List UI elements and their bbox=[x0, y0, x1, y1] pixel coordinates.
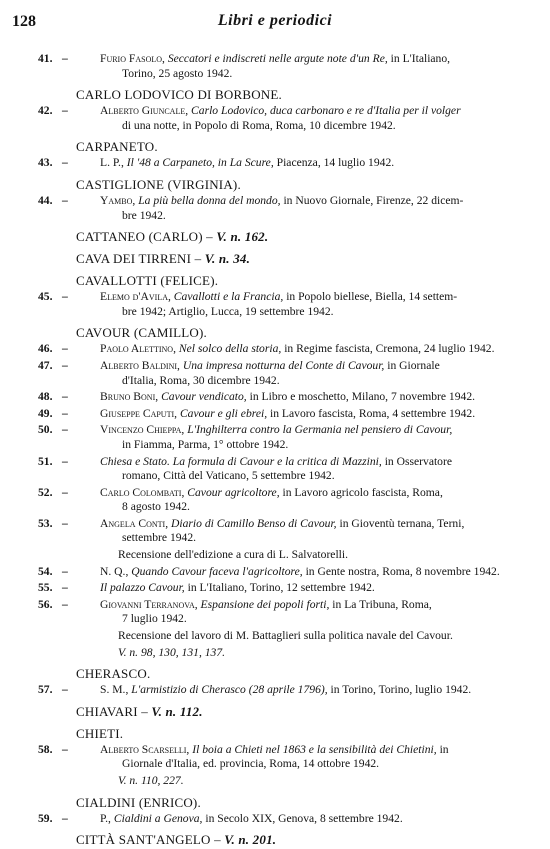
bibliography-entry bbox=[0, 104, 550, 133]
bibliography-entry bbox=[0, 342, 550, 357]
bibliography-entry bbox=[0, 743, 550, 772]
bibliography-body bbox=[0, 52, 550, 849]
subject-heading bbox=[0, 832, 550, 848]
entry-author: Giovanni Terranova, bbox=[100, 597, 198, 611]
entry-number: 54. bbox=[38, 564, 53, 578]
entry-number: 41. bbox=[38, 52, 53, 65]
entry-number: 48. bbox=[38, 390, 53, 404]
entry-number: 55. bbox=[38, 581, 53, 595]
entry-continuation: romano, Città del Vaticano, 5 settembre 1942. bbox=[122, 469, 335, 483]
heading-text: CATTANEO (CARLO) – bbox=[76, 229, 217, 245]
entry-author: Paolo Alettino, bbox=[100, 342, 176, 356]
bibliography-entry bbox=[0, 52, 550, 81]
cross-reference: V. n. 201. bbox=[224, 832, 277, 848]
entry-number: 51. bbox=[38, 454, 53, 468]
bibliography-entry bbox=[0, 486, 550, 515]
bibliography-entry bbox=[0, 290, 550, 319]
entry-continuation: di una notte, in Popolo di Roma, Roma, 10 dicembre 1942. bbox=[122, 118, 396, 132]
entry-source: in bbox=[439, 742, 449, 756]
bibliography-entry bbox=[0, 156, 550, 171]
cross-reference-note: V. n. 98, 130, 131, 137. bbox=[118, 645, 226, 659]
entry-dash: – bbox=[62, 390, 68, 404]
entry-source: in Regime fascista, Cremona, 24 luglio 1942. bbox=[284, 342, 495, 356]
bibliography-entry bbox=[0, 423, 550, 452]
entry-dash: – bbox=[62, 597, 68, 611]
entry-author: L. P., bbox=[100, 156, 124, 170]
entry-title: L'armistizio di Cherasco (28 aprile 1796), bbox=[131, 683, 328, 697]
entry-dash: – bbox=[62, 485, 68, 499]
page-number: 128 bbox=[12, 13, 36, 30]
entry-dash: – bbox=[62, 193, 68, 207]
bibliography-entry bbox=[0, 390, 550, 405]
subject-heading bbox=[0, 273, 550, 289]
bibliography-entry bbox=[0, 565, 550, 580]
entry-continuation: 7 luglio 1942. bbox=[122, 612, 187, 626]
cross-reference: V. n. 34. bbox=[204, 251, 251, 267]
entry-number: 45. bbox=[38, 290, 53, 304]
entry-number: 52. bbox=[38, 485, 53, 499]
bibliography-entry bbox=[0, 812, 550, 827]
entry-continuation: in Fiamma, Parma, 1° ottobre 1942. bbox=[122, 437, 289, 451]
entry-number: 49. bbox=[38, 406, 53, 420]
entry-number: 53. bbox=[38, 516, 53, 530]
entry-title: Cialdini a Genova, bbox=[113, 811, 203, 825]
subject-heading bbox=[0, 177, 550, 193]
subject-heading bbox=[0, 726, 550, 742]
entry-author: Carlo Colombati, bbox=[100, 485, 185, 499]
entry-note: Recensione del lavoro di M. Battaglieri sulla politica navale del Cavour. bbox=[118, 629, 453, 643]
entry-source: in L'Italiano, bbox=[390, 52, 451, 65]
entry-title: Carlo Lodovico, duca carbonaro e re d'Italia per il volger bbox=[191, 104, 461, 118]
entry-dash: – bbox=[62, 406, 68, 420]
bibliography-entry bbox=[0, 359, 550, 388]
entry-source: in Osservatore bbox=[384, 454, 452, 468]
entry-number: 59. bbox=[38, 811, 53, 825]
cross-reference: V. n. 112. bbox=[151, 703, 203, 719]
entry-source: in Libro e moschetto, Milano, 7 novembre 1942. bbox=[249, 390, 476, 404]
entry-number: 46. bbox=[38, 342, 53, 356]
entry-continuation: settembre 1942. bbox=[122, 531, 197, 545]
entry-note: Recensione dell'edizione a cura di L. Salvatorelli. bbox=[118, 548, 349, 562]
heading-text: CHIETI. bbox=[76, 725, 124, 741]
entry-continuation: Torino, 25 agosto 1942. bbox=[122, 66, 233, 80]
entry-dash: – bbox=[62, 156, 68, 170]
subject-heading bbox=[0, 139, 550, 155]
entry-source: in Lavoro fascista, Roma, 4 settembre 1942. bbox=[270, 406, 476, 420]
entry-number: 56. bbox=[38, 597, 53, 611]
entry-author: Angela Conti, bbox=[100, 516, 169, 530]
heading-text: CASTIGLIONE (VIRGINIA). bbox=[76, 176, 241, 192]
entry-source: in Nuovo Giornale, Firenze, 22 dicem- bbox=[283, 193, 464, 207]
entry-title: Cavallotti e la Francia, bbox=[173, 290, 284, 304]
entry-dash: – bbox=[62, 104, 68, 118]
running-title: Libri e periodici bbox=[217, 12, 333, 29]
entry-title: Seccatori e indiscreti nelle argute note d'un Re, bbox=[167, 52, 388, 65]
entry-continuation: Giornale d'Italia, ed. provincia, Roma, 14 ottobre 1942. bbox=[122, 757, 380, 771]
entry-number: 57. bbox=[38, 683, 53, 697]
cross-reference-note: V. n. 110, 227. bbox=[118, 774, 184, 787]
entry-dash: – bbox=[62, 423, 68, 437]
entry-source: in Torino, Torino, luglio 1942. bbox=[330, 683, 472, 697]
bibliography-entry bbox=[0, 407, 550, 422]
entry-author: Elemo d'Avila, bbox=[100, 290, 171, 304]
entry-source: in Gioventù ternana, Terni, bbox=[339, 516, 465, 530]
entry-number: 47. bbox=[38, 358, 53, 372]
entry-number: 58. bbox=[38, 742, 53, 756]
bibliography-entry bbox=[0, 455, 550, 484]
entry-continuation: 8 agosto 1942. bbox=[122, 500, 190, 514]
entry-number: 44. bbox=[38, 193, 53, 207]
subject-heading bbox=[0, 666, 550, 682]
heading-text: CHIAVARI – bbox=[76, 703, 152, 719]
entry-title: Il palazzo Cavour, bbox=[100, 581, 185, 595]
heading-text: CAVALLOTTI (FELICE). bbox=[76, 273, 219, 289]
entry-author: N. Q., bbox=[100, 564, 129, 578]
entry-title: Cavour vendicato, bbox=[161, 390, 247, 404]
entry-dash: – bbox=[62, 683, 68, 697]
subject-heading bbox=[0, 704, 550, 720]
entry-author: Alberto Giuncale, bbox=[100, 104, 189, 118]
subject-heading bbox=[0, 87, 550, 103]
subject-heading bbox=[0, 229, 550, 245]
entry-title: Nel solco della storia, bbox=[178, 342, 282, 356]
bibliography-entry bbox=[0, 194, 550, 223]
entry-source: in Gente nostra, Roma, 8 novembre 1942. bbox=[305, 564, 500, 578]
bibliography-entry bbox=[0, 683, 550, 698]
entry-continuation: bre 1942. bbox=[122, 208, 166, 222]
entry-source: in Lavoro agricolo fascista, Roma, bbox=[282, 485, 443, 499]
cross-reference: V. n. 162. bbox=[216, 229, 269, 245]
entry-author: S. M., bbox=[100, 683, 129, 697]
entry-title: Espansione dei popoli forti, bbox=[200, 597, 330, 611]
entry-author: Vincenzo Chieppa, bbox=[100, 423, 185, 437]
entry-dash: – bbox=[62, 564, 68, 578]
entry-title: Una impresa notturna del Conte di Cavour, bbox=[182, 358, 385, 372]
entry-author: Yambo, bbox=[100, 193, 136, 207]
entry-number: 50. bbox=[38, 423, 53, 437]
entry-source: in L'Italiano, Torino, 12 settembre 1942. bbox=[187, 581, 375, 595]
entry-author: Alberto Baldini, bbox=[100, 358, 180, 372]
entry-title: Quando Cavour faceva l'agricoltore, bbox=[131, 564, 303, 578]
entry-title: Cavour agricoltore, bbox=[187, 485, 280, 499]
entry-number: 42. bbox=[38, 104, 53, 118]
heading-text: CAVOUR (CAMILLO). bbox=[76, 325, 207, 341]
entry-number: 43. bbox=[38, 156, 53, 170]
subject-heading bbox=[0, 795, 550, 811]
entry-dash: – bbox=[62, 516, 68, 530]
entry-author: Furio Fasolo, bbox=[100, 52, 165, 65]
entry-dash: – bbox=[62, 52, 68, 65]
entry-dash: – bbox=[62, 358, 68, 372]
entry-source: in Popolo biellese, Biella, 14 settem- bbox=[286, 290, 458, 304]
bibliography-entry bbox=[0, 517, 550, 546]
heading-text: CIALDINI (ENRICO). bbox=[76, 794, 201, 810]
heading-text: CHERASCO. bbox=[76, 666, 151, 682]
entry-dash: – bbox=[62, 454, 68, 468]
entry-author: P., bbox=[100, 811, 111, 825]
subject-heading bbox=[0, 325, 550, 341]
entry-source: in La Tribuna, Roma, bbox=[332, 597, 432, 611]
entry-dash: – bbox=[62, 290, 68, 304]
entry-author: Alberto Scarselli, bbox=[100, 742, 190, 756]
entry-title: L'Inghilterra contro la Germania nel pensiero di Cavour, bbox=[187, 423, 453, 437]
entry-title: Il boia a Chieti nel 1863 e la sensibilità dei Chietini, bbox=[192, 742, 437, 756]
heading-text: CARLO LODOVICO DI BORBONE. bbox=[76, 87, 282, 103]
entry-source: in Secolo XIX, Genova, 8 settembre 1942. bbox=[205, 811, 403, 825]
entry-dash: – bbox=[62, 342, 68, 356]
subject-heading bbox=[0, 251, 550, 267]
entry-title: Chiesa e Stato. La formula di Cavour e la critica di Mazzini, bbox=[100, 454, 382, 468]
entry-dash: – bbox=[62, 581, 68, 595]
entry-continuation: bre 1942; Artiglio, Lucca, 19 settembre 1942. bbox=[122, 304, 334, 318]
entry-source: Piacenza, 14 luglio 1942. bbox=[276, 156, 395, 170]
heading-text: CARPANETO. bbox=[76, 139, 158, 155]
entry-title: Il '48 a Carpaneto, in La Scure, bbox=[126, 156, 274, 170]
entry-source: in Giornale bbox=[387, 358, 440, 372]
entry-title: La più bella donna del mondo, bbox=[138, 193, 281, 207]
bibliography-entry bbox=[0, 581, 550, 596]
heading-text: CITTÀ SANT'ANGELO – bbox=[76, 832, 225, 848]
entry-title: Cavour e gli ebrei, bbox=[179, 406, 268, 420]
entry-dash: – bbox=[62, 811, 68, 825]
entry-author: Bruno Boni, bbox=[100, 390, 159, 404]
entry-dash: – bbox=[62, 742, 68, 756]
heading-text: CAVA DEI TIRRENI – bbox=[76, 251, 205, 267]
entry-author: Giuseppe Caputi, bbox=[100, 406, 178, 420]
entry-continuation: d'Italia, Roma, 30 dicembre 1942. bbox=[122, 373, 280, 387]
bibliography-entry bbox=[0, 598, 550, 627]
entry-title: Diario di Camillo Benso di Cavour, bbox=[171, 516, 337, 530]
